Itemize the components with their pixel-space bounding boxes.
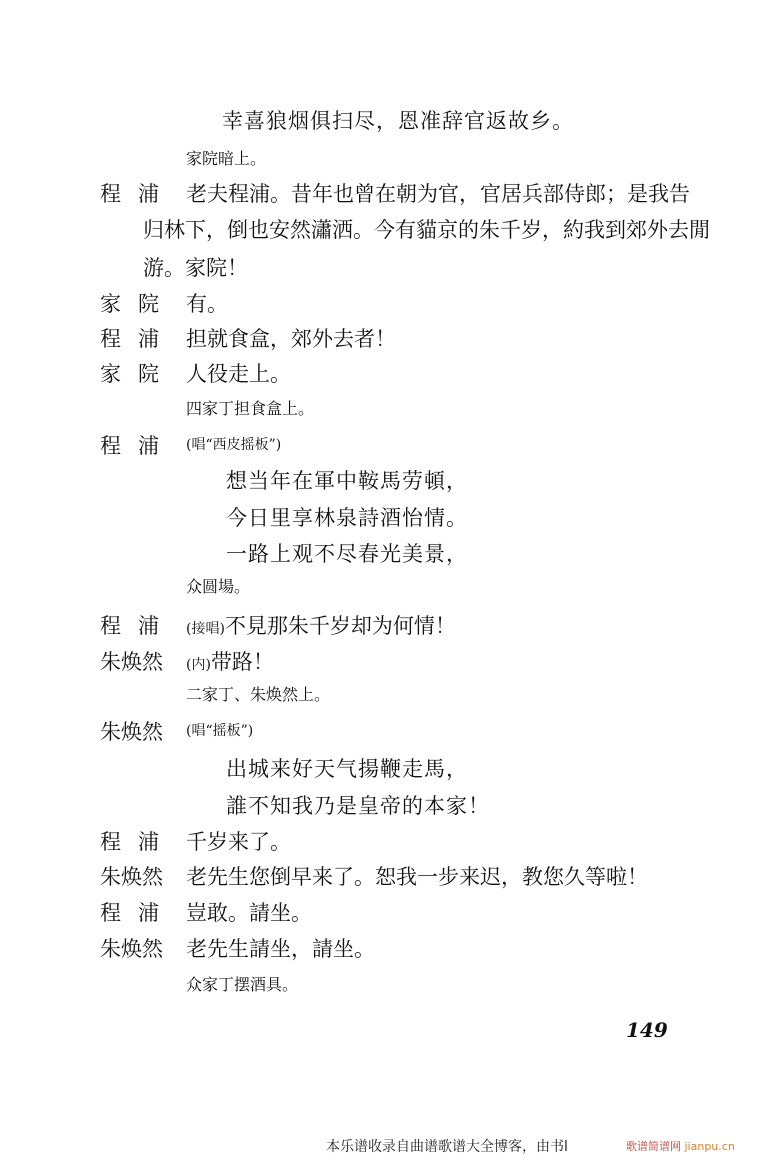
speech-line [186,358,291,388]
speech-line [186,897,312,927]
watermark-name: 歌谱简谱网 [626,1140,681,1153]
speech-continuation: 游。家院！ [143,256,248,280]
speech-text: 老先生請坐，請坐。 [186,937,375,961]
sung-verse: 想当年在軍中鞍馬劳頓， [226,469,468,493]
speech-line [186,430,281,454]
stage-direction: 众家丁摆酒具。 [186,975,299,994]
speaker-name: 程浦 [100,830,176,854]
stage-direction: 二家丁、朱焕然上。 [186,685,331,704]
speaker-name: 朱焕然 [100,650,163,674]
stage-note: (唱“摇板”) [186,723,254,739]
sung-verse: 出城来好天气揚鞭走馬， [226,757,468,781]
footer-credit: 本乐谱收录自曲谱歌谱大全博客，由书l [326,1139,568,1155]
stage-direction: 众圆場。 [186,577,251,596]
speech-text: 豈敢。請坐。 [186,901,312,925]
stage-direction: 四家丁担食盒上。 [186,399,315,418]
speech-line [186,646,274,676]
speech-continuation: 归林下，倒也安然瀟洒。今有貓京的朱千岁，約我到郊外去閒 [143,218,710,242]
speech-text: 有。 [186,292,228,316]
speech-line [186,933,375,963]
speech-line [186,861,648,891]
speaker-name: 程浦 [100,614,176,638]
speech-line [186,716,253,740]
stage-note: (接唱) [186,621,225,637]
watermark-url: jianpu.cn [684,1140,735,1153]
site-watermark [626,1138,735,1154]
speaker-name: 朱焕然 [100,937,163,961]
stage-direction: 家院暗上。 [186,149,267,168]
stage-note: (内) [186,657,211,673]
speech-text: 带路！ [210,650,274,674]
speaker-name: 家院 [100,362,176,386]
speaker-name: 朱焕然 [100,720,163,744]
sung-verse: 誰不知我乃是皇帝的本家！ [226,794,490,818]
speaker-name: 程浦 [100,327,176,351]
speech-line [186,826,291,856]
speaker-name: 程浦 [100,434,176,458]
speech-text: 不見那朱千岁却为何情！ [224,614,456,638]
speaker-name: 程浦 [100,182,176,206]
speech-line [186,288,228,318]
speech-line [186,323,396,353]
sung-verse: 一路上观不尽春光美景， [226,542,468,566]
speech-line [186,178,690,208]
page-number: 149 [626,1018,668,1042]
sung-verse: 今日里享林泉詩酒怡情。 [226,506,468,530]
speech-text: 人役走上。 [186,362,291,386]
speech-line [186,610,456,640]
top-verse: 幸喜狼烟俱扫尽，恩准辞官返故乡。 [222,109,574,133]
stage-note: (唱“西皮摇板”) [186,437,282,453]
speech-text: 老先生您倒早来了。恕我一步来迟，教您久等啦！ [186,865,648,889]
speaker-name: 朱焕然 [100,865,163,889]
speech-text: 千岁来了。 [186,830,291,854]
speaker-name: 家院 [100,292,176,316]
speech-text: 老夫程浦。昔年也曾在朝为官，官居兵部侍郎；是我告 [186,182,690,206]
speaker-name: 程浦 [100,901,176,925]
speech-text: 担就食盒，郊外去者！ [186,327,396,351]
